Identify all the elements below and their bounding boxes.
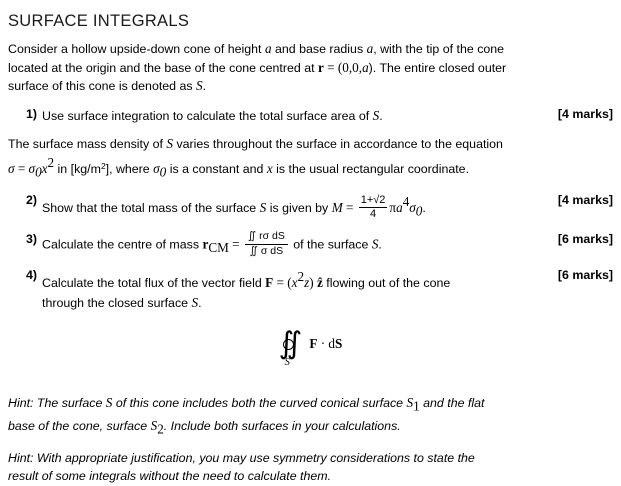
document-page [0, 12, 621, 483]
intro-var-a2: a [366, 41, 374, 56]
intro-text-5: ). The entire closed outer [368, 60, 507, 75]
question-1-body [42, 106, 550, 126]
density-sigma0: σ [28, 160, 36, 176]
question-4-x: x [291, 275, 298, 291]
intro-text-6: surface of this cone is denoted as [8, 79, 197, 94]
hint-2 [8, 450, 613, 486]
question-4-line2-a: through the closed surface [42, 296, 192, 311]
flux-S: S [334, 335, 343, 351]
intro-text-3: , with the tip of the cone [373, 42, 505, 56]
question-2-text-c: . [422, 201, 426, 216]
question-4-zhat: ẑ [316, 275, 323, 291]
hint-2-line2: result of some integrals without the need to calculate them. [8, 468, 332, 483]
hint-1-label: Hint: [8, 396, 34, 411]
intro-text-2: and base radius [271, 42, 367, 56]
integral-circle-icon [283, 339, 294, 350]
question-2-marks: [4 marks] [557, 193, 613, 208]
question-4-marks: [6 marks] [557, 268, 613, 283]
hint-1-S2: S [150, 417, 158, 433]
question-2-M: M [331, 200, 343, 216]
question-3-text-b: of the surface [289, 237, 372, 252]
density-xb: x [266, 160, 273, 176]
density-sigma0-sub: 0 [35, 164, 42, 180]
mass-density-paragraph [8, 135, 613, 182]
intro-var-r: r [317, 59, 324, 75]
question-1-marks: [4 marks] [557, 107, 613, 122]
question-2-pi: π [389, 200, 397, 216]
hint-1-S1: S [406, 395, 414, 411]
question-3-body [42, 231, 550, 257]
question-3-text-a: Calculate the centre of mass [42, 237, 203, 252]
question-2-a-exp: 4 [402, 194, 410, 210]
intro-var-S: S [196, 78, 203, 94]
double-surface-integral-icon [279, 329, 296, 359]
density-units-exp: 2 [100, 161, 106, 172]
question-3-fraction [245, 231, 288, 257]
hint-2-line1: With appropriate justification, you may use symmetry considerations to state the [33, 450, 475, 465]
question-2 [8, 192, 613, 221]
question-3-marks: [6 marks] [557, 232, 613, 247]
flux-F: F [309, 335, 318, 351]
question-2-equals: = [342, 200, 357, 216]
flux-expression [309, 336, 342, 353]
integral-glyph: ∬ [278, 327, 296, 361]
density-units-close: ], where [105, 161, 154, 176]
question-2-frac-bot: 4 [370, 208, 377, 221]
hint-1-text-2: of this cone includes both the curved conical surface [112, 396, 407, 411]
question-2-text-b: is given by [266, 201, 332, 216]
question-4-close: ) [309, 275, 317, 291]
question-2-sigma0: σ [409, 200, 416, 216]
intro-paragraph [8, 40, 613, 96]
density-sigma0b-sub: 0 [159, 164, 167, 180]
intro-text-7: . [202, 79, 207, 94]
flux-equation [0, 329, 621, 385]
density-sigma: σ [8, 160, 15, 176]
question-3-equals: = [228, 236, 243, 252]
density-equals: = [14, 160, 29, 176]
question-4-text-a: Calculate the total flux of the vector field [42, 276, 266, 291]
density-end: is the usual rectangular coordinate. [272, 161, 470, 176]
question-3-symbol: S [371, 236, 379, 252]
question-2-body [42, 192, 550, 221]
question-1-text-a: Use surface integration to calculate the total surface area of [42, 109, 373, 124]
question-4-equals: = ( [273, 275, 292, 291]
hint-1-text-3: and the flat [419, 396, 485, 411]
question-3-r-sub: CM [208, 240, 229, 256]
hint-1-S: S [105, 395, 113, 411]
flux-subscript: S [284, 357, 290, 369]
question-4 [8, 267, 613, 313]
hint-1-S1-sub: 1 [413, 398, 420, 414]
hint-1-S2-sub: 2 [157, 421, 164, 437]
density-units: in [kg/m [54, 161, 101, 176]
density-x-exp: 2 [47, 154, 55, 170]
hint-1-text-5: . Include both surfaces in your calculations. [163, 418, 401, 433]
question-2-a: a [396, 200, 403, 216]
question-4-text-b: flowing out of the cone [322, 276, 451, 291]
question-1-symbol: S [372, 108, 380, 124]
question-2-sigma0-sub: 0 [415, 203, 423, 219]
question-1-number: 1) [26, 107, 38, 122]
question-2-symbol: S [259, 200, 267, 216]
question-4-z: z [304, 275, 310, 291]
hint-2-label: Hint: [8, 450, 34, 465]
density-x: x [41, 160, 48, 176]
hint-1-text-4: base of the cone, surface [8, 418, 151, 433]
question-2-frac-top: 1+√2 [360, 193, 386, 206]
question-4-x-exp: 2 [297, 269, 305, 285]
question-3-frac-top: ∬ rσ dS [247, 230, 285, 243]
hint-1-text-1: The surface [33, 396, 106, 411]
question-2-fraction [359, 195, 388, 221]
question-3 [8, 231, 613, 257]
intro-var-a1: a [264, 41, 272, 56]
density-mid: is a constant and [166, 161, 267, 176]
density-text-2: varies throughout the surface in accordance to the equation [173, 137, 503, 152]
page-title: SURFACE INTEGRALS [8, 12, 190, 30]
question-4-number: 4) [26, 268, 38, 283]
intro-text-4: located at the origin and the base of the cone centred at [8, 60, 318, 75]
density-var-S: S [166, 136, 173, 152]
question-3-text-c: . [378, 237, 382, 252]
density-sigma0b: σ [153, 160, 160, 176]
density-text-1: The surface mass density of [8, 137, 167, 152]
hint-1 [8, 393, 613, 439]
flux-dot: · d [317, 335, 335, 351]
question-2-text-a: Show that the total mass of the surface [42, 201, 260, 216]
intro-text-1: Consider a hollow upside-down cone of height [8, 42, 265, 56]
question-3-number: 3) [26, 232, 38, 247]
flux-equation-inner [279, 329, 343, 368]
question-4-body [42, 267, 550, 313]
intro-eq: = (0,0, [323, 59, 363, 75]
question-1-text-b: . [379, 109, 383, 124]
question-3-frac-bot: ∬ σ dS [249, 244, 284, 257]
intro-var-a3: a [362, 59, 369, 75]
question-2-number: 2) [26, 193, 38, 208]
question-1 [8, 106, 613, 126]
question-4-line2-b: . [198, 296, 202, 311]
question-4-F: F [265, 275, 274, 291]
question-4-symbol: S [191, 295, 199, 311]
question-3-r: r [202, 236, 209, 252]
